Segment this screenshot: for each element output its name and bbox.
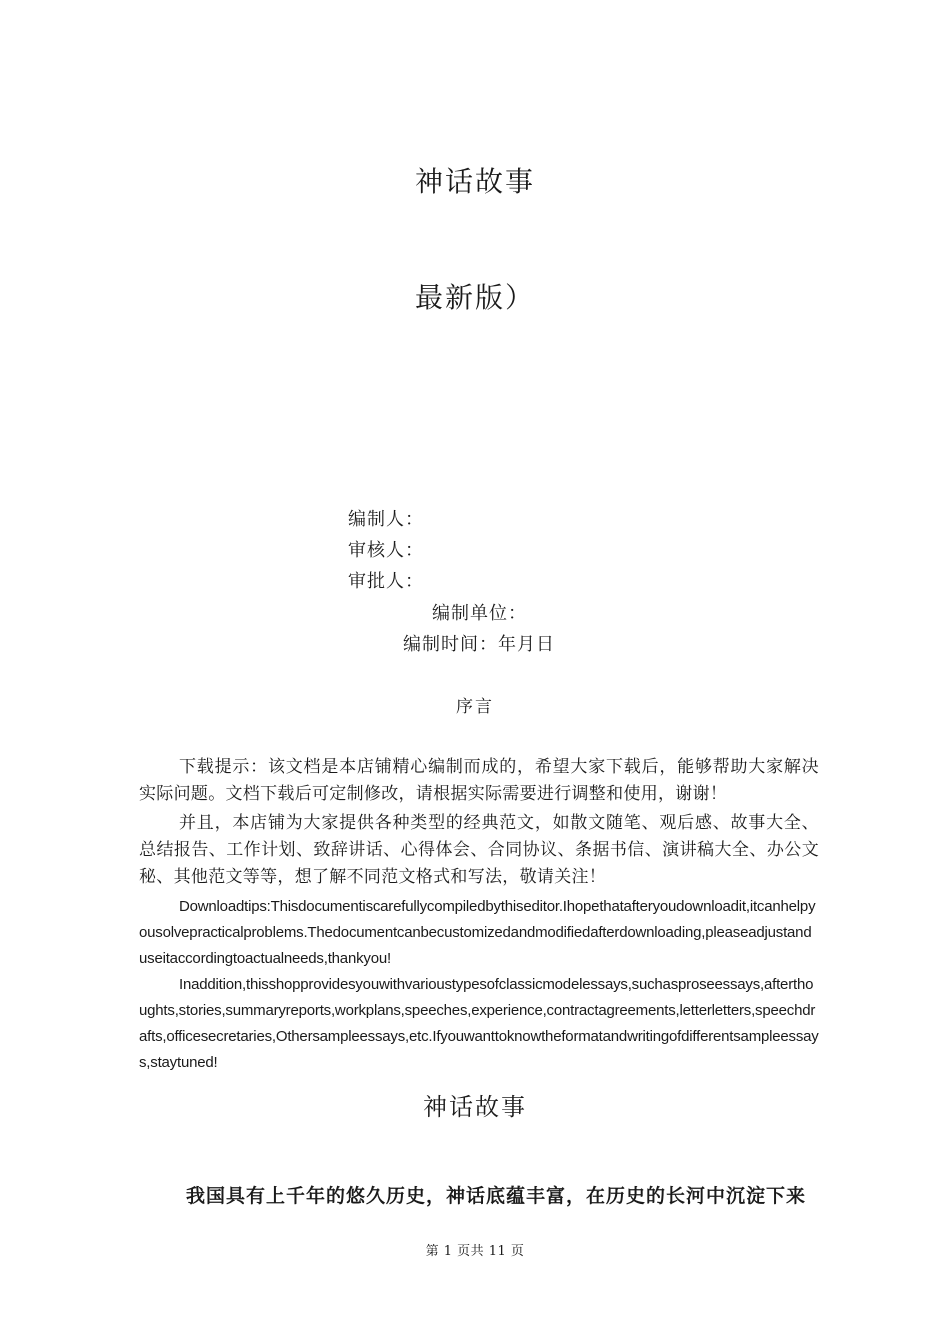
document-title: 神话故事 [414, 165, 535, 198]
preface-zh-paragraph-2: 并且，本店铺为大家提供各种类型的经典范文，如散文随笔、观后感、故事大全、总结报告、工作计划、致辞讲话、心得体会、合同协议、条据书信、演讲稿大全、办公文秘、其他范文等等，想了解不同范文格式和写法，敬请关注！ [139, 813, 819, 887]
story-title: 神话故事 [423, 1093, 527, 1121]
date-line: 编制时间：年月日 [403, 634, 555, 655]
approver-line: 审批人： [348, 571, 424, 592]
page-number-footer: 第 1 页共 11 页 [425, 1244, 525, 1259]
preface-en-paragraph-2: Inaddition,thisshopprovidesyouwithvarioustypesofclassicmodelessays,suchasproseessays,afterthoughts,stories,summaryreports,workplans,speeches,experience,contractagreements,letterletters,speechdrafts,officesecretaries,Othersampleessays,etc.Ifyouwanttoknowtheformatandwritingofdifferentsampleessays,staytuned! [139, 976, 819, 1071]
reviewer-line: 审核人： [348, 540, 424, 561]
document-subtitle: 最新版） [414, 281, 535, 314]
preface-heading: 序言 [456, 697, 494, 717]
preface-zh-paragraph-1: 下载提示：该文档是本店铺精心编制而成的，希望大家下载后，能够帮助大家解决实际问题。文档下载后可定制修改，请根据实际需要进行调整和使用，谢谢！ [139, 757, 819, 804]
preface-en-paragraph-1: Downloadtips:Thisdocumentiscarefullycompiledbythiseditor.Ihopethatafteryoudownloadit,itcanhelpyousolvepracticalproblems.Thedocumentcanbecustomizedandmodifiedafterdownloading,pleaseadjustanduseitaccordingtoactualneeds,thankyou! [139, 898, 816, 967]
unit-line: 编制单位： [432, 603, 527, 624]
editor-line: 编制人： [348, 509, 424, 530]
story-first-line: 我国具有上千年的悠久历史，神话底蕴丰富，在历史的长河中沉淀下来 [186, 1185, 807, 1207]
